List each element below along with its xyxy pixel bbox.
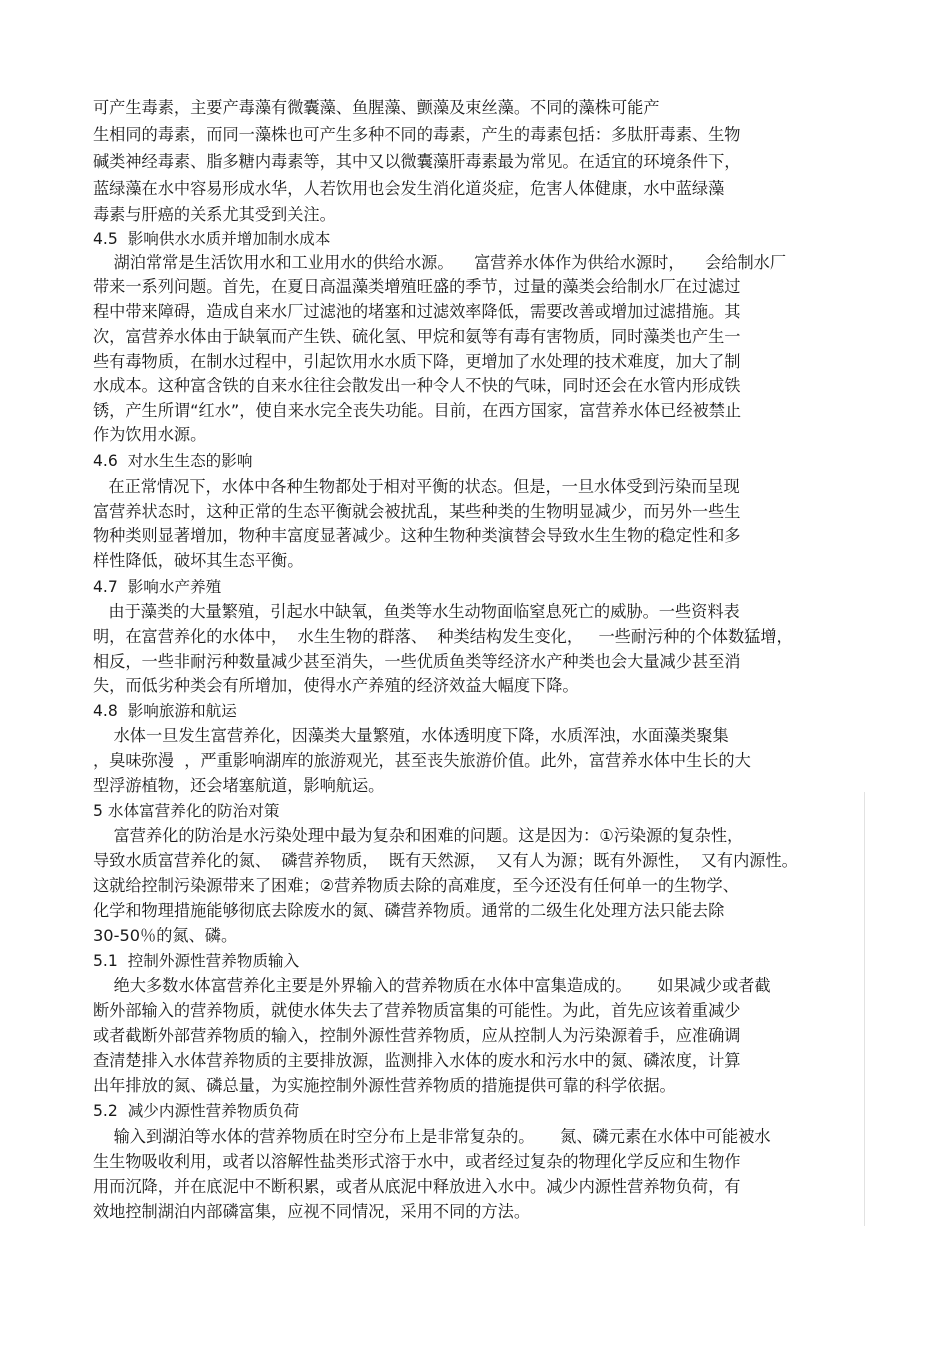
text-line: 或者截断外部营养物质的输入，控制外源性营养物质，应从控制人为污染源着手，应准确调: [93, 1026, 741, 1045]
text-line: 锈，产生所谓“红水”，使自来水完全丧失功能。目前，在西方国家，富营养水体已经被禁止: [93, 401, 742, 420]
text-line: 在正常情况下，水体中各种生物都处于相对平衡的状态。但是，一旦水体受到污染而呈现: [93, 477, 740, 496]
text-line: 湖泊常常是生活饮用水和工业用水的供给水源。 富营养水体作为供给水源时， 会给制水厂: [93, 253, 787, 272]
text-line: 导致水质富营养化的氮、 磷营养物质， 既有天然源， 又有人为源；既有外源性， 又有内源性。: [93, 851, 798, 870]
text-line: 带来一系列问题。首先，在夏日高温藻类增殖旺盛的季节，过量的藻类会给制水厂在过滤过: [93, 277, 741, 296]
text-line: 出年排放的氮、磷总量，为实施控制外源性营养物质的措施提供可靠的科学依据。: [93, 1076, 676, 1095]
text-line: 断外部输入的营养物质，就使水体失去了营养物质富集的可能性。为此，首先应该着重减少: [93, 1001, 741, 1020]
text-line: 蓝绿藻在水中容易形成水华，人若饮用也会发生消化道炎症，危害人体健康，水中蓝绿藻: [93, 179, 725, 198]
text-line: 明，在富营养化的水体中， 水生生物的群落、 种类结构发生变化， 一些耐污种的个体数猛增，: [93, 627, 793, 646]
text-line: 生相同的毒素，而同一藻株也可产生多种不同的毒素，产生的毒素包括：多肽肝毒素、生物: [93, 125, 741, 144]
text-line: 富营养化的防治是水污染处理中最为复杂和困难的问题。这是因为：①污染源的复杂性，: [93, 826, 744, 845]
text-line: 生生物吸收利用，或者以溶解性盐类形式溶于水中，或者经过复杂的物理化学反应和生物作: [93, 1152, 741, 1171]
text-line: 型浮游植物，还会堵塞航道，影响航运。: [93, 776, 385, 795]
text-line: 碱类神经毒素、脂多糖内毒素等，其中又以微囊藻肝毒素最为常见。在适宜的环境条件下，: [93, 152, 741, 171]
text-line: 30-50％的氮、磷。: [93, 926, 238, 945]
section-heading-4-6: 4.6 对水生生态的影响: [93, 452, 253, 470]
margin-rule: [864, 792, 865, 1226]
text-line: 这就给控制污染源带来了困难；②营养物质去除的高难度，至今还没有任何单一的生物学、: [93, 876, 739, 895]
text-line: 样性降低，破坏其生态平衡。: [93, 551, 304, 570]
text-line: 富营养状态时，这种正常的生态平衡就会被扰乱，某些种类的生物明显减少，而另外一些生: [93, 502, 741, 521]
section-heading-5-1: 5.1 控制外源性营养物质输入: [93, 952, 300, 970]
text-line: 些有毒物质，在制水过程中，引起饮用水水质下降，更增加了水处理的技术难度，加大了制: [93, 352, 741, 371]
text-line: 化学和物理措施能够彻底去除废水的氮、磷营养物质。通常的二级生化处理方法只能去除: [93, 901, 725, 920]
section-heading-5: 5 水体富营养化的防治对策: [93, 802, 280, 820]
text-line: 毒素与肝癌的关系尤其受到关注。: [93, 205, 336, 224]
section-heading-4-7: 4.7 影响水产养殖: [93, 578, 222, 596]
text-line: 可产生毒素，主要产毒藻有微囊藻、鱼腥藻、颤藻及束丝藻。不同的藻株可能产: [93, 98, 660, 117]
text-line: 程中带来障碍，造成自来水厂过滤池的堵塞和过滤效率降低，需要改善或增加过滤措施。其: [93, 302, 741, 321]
text-line: 次，富营养水体由于缺氧而产生铁、硫化氢、甲烷和氨等有毒有害物质，同时藻类也产生一: [93, 327, 741, 346]
text-line: 效地控制湖泊内部磷富集，应视不同情况，采用不同的方法。: [93, 1202, 531, 1221]
text-line: 用而沉降，并在底泥中不断积累，或者从底泥中释放进入水中。减少内源性营养物负荷，有: [93, 1177, 741, 1196]
text-line: 绝大多数水体富营养化主要是外界输入的营养物质在水体中富集造成的。 如果减少或者截: [93, 976, 771, 995]
text-line: 作为饮用水源。: [93, 425, 207, 444]
text-line: ，臭味弥漫 ，严重影响湖库的旅游观光，甚至丧失旅游价值。此外，富营养水体中生长的大: [93, 751, 751, 770]
section-heading-5-2: 5.2 减少内源性营养物质负荷: [93, 1102, 300, 1120]
text-line: 水成本。这种富含铁的自来水往往会散发出一种令人不快的气味，同时还会在水管内形成铁: [93, 376, 741, 395]
text-line: 由于藻类的大量繁殖，引起水中缺氧，鱼类等水生动物面临窒息死亡的威胁。一些资料表: [93, 602, 740, 621]
section-heading-4-5: 4.5 影响供水水质并增加制水成本: [93, 230, 331, 248]
text-line: 失，而低劣种类会有所增加，使得水产养殖的经济效益大幅度下降。: [93, 676, 579, 695]
text-line: 相反，一些非耐污种数量减少甚至消失，一些优质鱼类等经济水产种类也会大量减少甚至消: [93, 652, 741, 671]
section-heading-4-8: 4.8 影响旅游和航运: [93, 702, 237, 720]
text-line: 查清楚排入水体营养物质的主要排放源，监测排入水体的废水和污水中的氮、磷浓度，计算: [93, 1051, 741, 1070]
text-line: 水体一旦发生富营养化，因藻类大量繁殖，水体透明度下降，水质浑浊，水面藻类聚集: [93, 726, 729, 745]
text-line: 物种类则显著增加，物种丰富度显著减少。这种生物种类演替会导致水生生物的稳定性和多: [93, 526, 741, 545]
text-line: 输入到湖泊等水体的营养物质在时空分布上是非常复杂的。 氮、磷元素在水体中可能被水: [93, 1127, 771, 1146]
